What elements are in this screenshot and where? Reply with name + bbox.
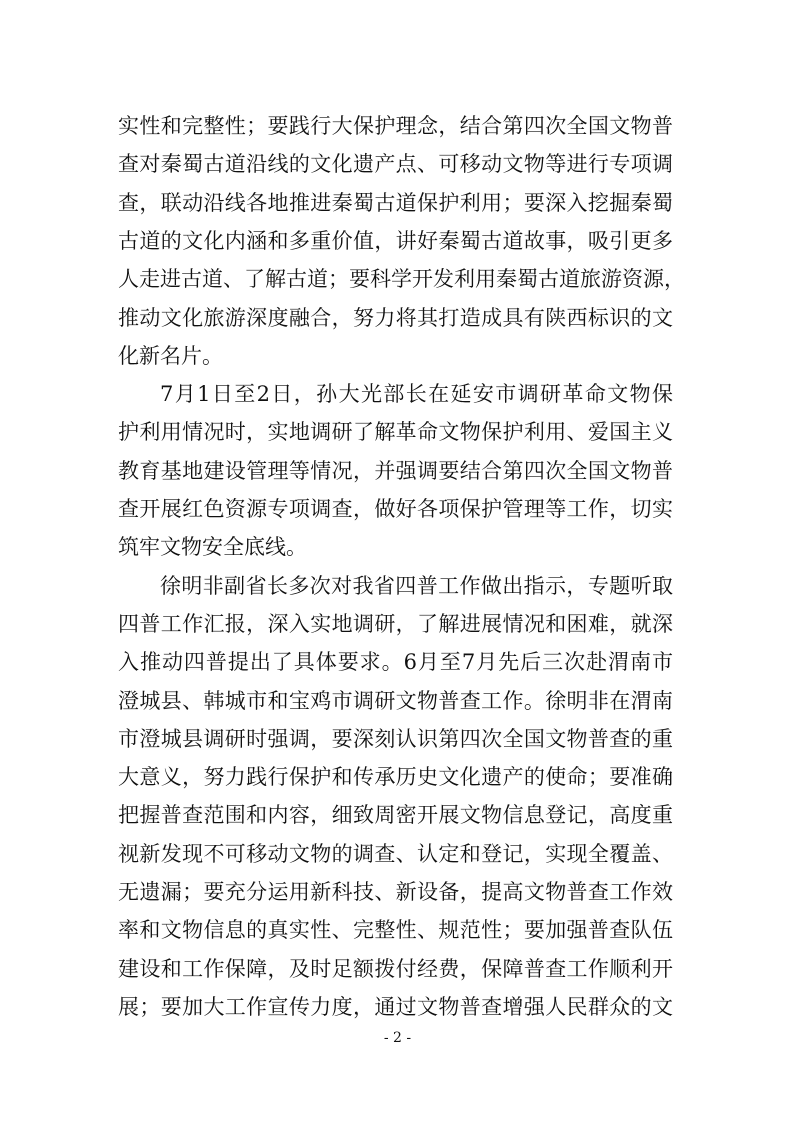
- paragraph-1-line-5: 人走进古道、了解古道；要科学开发利用秦蜀古道旅游资源，: [118, 267, 685, 292]
- paragraph-2-line-5: 筑牢文物安全底线。: [118, 535, 307, 560]
- page-number: - 2 -: [383, 1030, 412, 1046]
- paragraph-3-line-5: 市澄城县调研时强调，要深刻认识第四次全国文物普查的重: [118, 726, 673, 751]
- paragraph-3-line-10: 率和文物信息的真实性、完整性、规范性；要加强普查队伍: [118, 918, 673, 943]
- paragraph-2-line-1: 7月1日至2日，孙大光部长在延安市调研革命文物保: [160, 382, 673, 407]
- paragraph-2-line-3: 教育基地建设管理等情况，并强调要结合第四次全国文物普: [118, 458, 673, 483]
- paragraph-3-line-6: 大意义，努力践行保护和传承历史文化遗产的使命；要准确: [118, 765, 673, 790]
- paragraph-1-line-2: 查对秦蜀古道沿线的文化遗产点、可移动文物等进行专项调: [118, 152, 673, 177]
- paragraph-3-line-9: 无遗漏；要充分运用新科技、新设备，提高文物普查工作效: [118, 880, 673, 904]
- paragraph-1-line-7: 化新名片。: [118, 343, 223, 368]
- paragraph-2-line-2: 护利用情况时，实地调研了解革命文物保护利用、爱国主义: [118, 420, 673, 445]
- paragraph-3-line-12: 展；要加大工作宣传力度，通过文物普查增强人民群众的文: [118, 994, 673, 1019]
- paragraph-3-line-4: 澄城县、韩城市和宝鸡市调研文物普查工作。徐明非在渭南: [118, 688, 673, 713]
- paragraph-3-line-3: 入推动四普提出了具体要求。6月至7月先后三次赴渭南市: [118, 650, 673, 675]
- paragraph-1-line-4: 古道的文化内涵和多重价值，讲好秦蜀古道故事，吸引更多: [118, 228, 673, 253]
- paragraph-1-line-6: 推动文化旅游深度融合，努力将其打造成具有陕西标识的文: [118, 305, 673, 330]
- paragraph-3-line-11: 建设和工作保障，及时足额拨付经费，保障普查工作顺利开: [118, 956, 673, 981]
- paragraph-1-line-3: 查，联动沿线各地推进秦蜀古道保护利用；要深入挖掘秦蜀: [118, 190, 673, 215]
- paragraph-2-line-4: 查开展红色资源专项调查，做好各项保护管理等工作，切实: [118, 497, 673, 521]
- paragraph-3-line-1: 徐明非副省长多次对我省四普工作做出指示，专题听取: [160, 573, 673, 598]
- paragraph-3-line-8: 视新发现不可移动文物的调查、认定和登记，实现全覆盖、: [118, 841, 673, 866]
- paragraph-1-line-1: 实性和完整性；要践行大保护理念，结合第四次全国文物普: [118, 114, 673, 138]
- paragraph-3-line-7: 把握普查范围和内容，细致周密开展文物信息登记，高度重: [118, 803, 673, 828]
- paragraph-3-line-2: 四普工作汇报，深入实地调研，了解进展情况和困难，就深: [118, 611, 673, 636]
